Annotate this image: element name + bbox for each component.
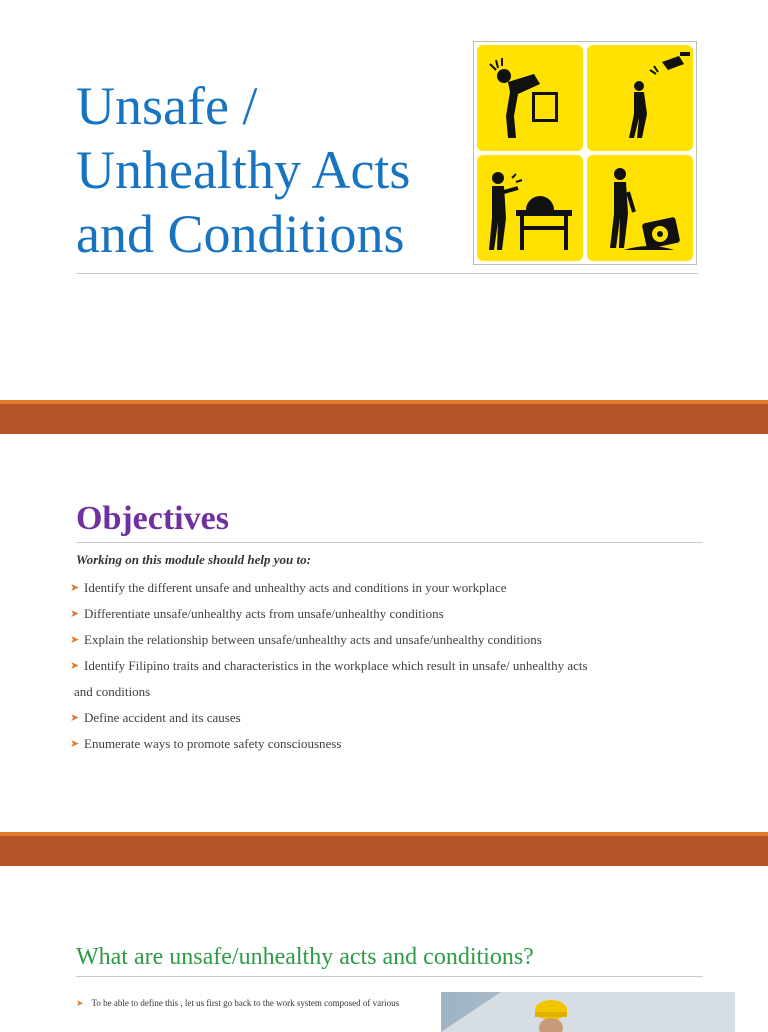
objectives-heading: Objectives xyxy=(76,500,229,537)
definition-text: ➤ To be able to define this , let us first go back to the work system composed of various xyxy=(76,998,400,1008)
worker-photo xyxy=(441,992,735,1032)
list-item: ➤ Identify Filipino traits and characteristics in the workplace which result in unsafe/ unhealthy acts and conditions xyxy=(70,653,670,705)
slide-divider xyxy=(0,400,768,434)
definition-underline xyxy=(76,976,703,977)
list-item: ➤ Enumerate ways to promote safety consciousness xyxy=(70,731,670,757)
title-line-1: Unsafe / xyxy=(76,76,258,136)
slide-divider xyxy=(0,832,768,866)
list-item: ➤ Define accident and its causes xyxy=(70,705,670,731)
objectives-underline xyxy=(76,542,703,543)
lifting-hazard-icon xyxy=(477,45,583,151)
objectives-list xyxy=(70,575,670,757)
title-slide xyxy=(0,0,768,400)
list-item: ➤ Differentiate unsafe/unhealthy acts from unsafe/unhealthy conditions xyxy=(70,601,670,627)
list-item: ➤ Identify the different unsafe and unhealthy acts and conditions in your workplace xyxy=(70,575,670,601)
falling-object-icon xyxy=(587,45,693,151)
safety-pictogram-grid xyxy=(474,42,696,264)
slide-title xyxy=(76,74,476,266)
definition-slide xyxy=(0,866,768,1024)
bullet-arrow-icon: ➤ xyxy=(70,738,80,750)
title-line-2: Unhealthy Acts xyxy=(76,140,411,200)
objectives-lead: Working on this module should help you to: xyxy=(76,552,311,567)
title-line-3: and Conditions xyxy=(76,204,405,264)
bullet-arrow-icon: ➤ xyxy=(70,608,80,620)
definition-heading: What are unsafe/unhealthy acts and conditions? xyxy=(76,944,534,970)
list-item-continuation: and conditions xyxy=(74,684,151,699)
bullet-arrow-icon: ➤ xyxy=(70,660,80,672)
list-item: ➤ Explain the relationship between unsafe/unhealthy acts and unsafe/unhealthy conditions xyxy=(70,627,670,653)
bullet-arrow-icon: ➤ xyxy=(76,998,84,1008)
machine-hazard-icon xyxy=(477,155,583,261)
bullet-arrow-icon: ➤ xyxy=(70,582,80,594)
objectives-slide xyxy=(0,434,768,832)
radiation-spill-icon xyxy=(587,155,693,261)
bullet-arrow-icon: ➤ xyxy=(70,712,80,724)
title-underline xyxy=(76,273,698,274)
bullet-arrow-icon: ➤ xyxy=(70,634,80,646)
